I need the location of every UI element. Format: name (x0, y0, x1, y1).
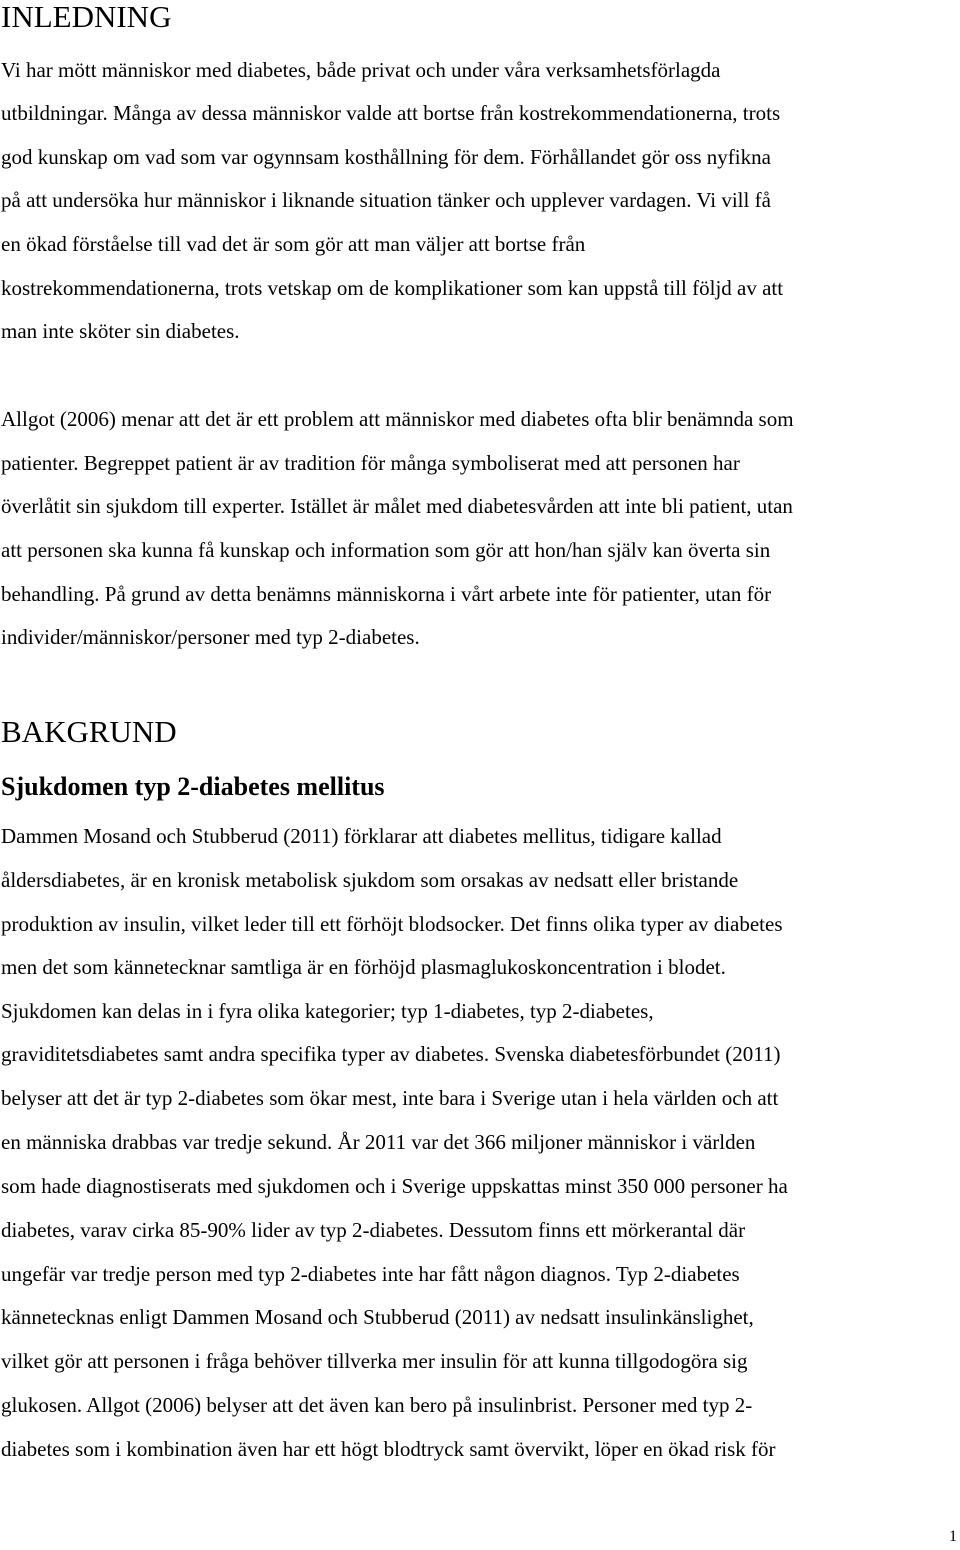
text-line: behandling. På grund av detta benämns människorna i vårt arbete inte för patienter, utan för (1, 582, 772, 606)
text-line: en människa drabbas var tredje sekund. År 2011 var det 366 miljoner människor i världen (1, 1130, 756, 1154)
heading-bakgrund: BAKGRUND (1, 714, 177, 749)
text-line: god kunskap om vad som var ogynnsam kosthållning för dem. Förhållandet gör oss nyfikna (1, 145, 771, 169)
text-line: som hade diagnostiserats med sjukdomen och i Sverige uppskattas minst 350 000 personer ha (1, 1174, 788, 1198)
text-line: glukosen. Allgot (2006) belyser att det även kan bero på insulinbrist. Personer med typ 2- (1, 1393, 753, 1417)
text-line: individer/människor/personer med typ 2-diabetes. (1, 625, 420, 649)
text-line: kännetecknas enligt Dammen Mosand och Stubberud (2011) av nedsatt insulinkänslighet, (1, 1305, 754, 1329)
text-line: diabetes som i kombination även har ett högt blodtryck samt övervikt, löper en ökad risk för (1, 1437, 776, 1461)
text-line: Vi har mött människor med diabetes, både privat och under våra verksamhetsförlagda (1, 58, 721, 82)
text-line: Sjukdomen kan delas in i fyra olika kategorier; typ 1-diabetes, typ 2-diabetes, (1, 999, 654, 1023)
heading-inledning: INLEDNING (1, 0, 172, 34)
text-line: kostrekommendationerna, trots vetskap om de komplikationer som kan uppstå till följd av att (1, 276, 784, 300)
text-line: Dammen Mosand och Stubberud (2011) förklarar att diabetes mellitus, tidigare kallad (1, 824, 722, 848)
text-line: på att undersöka hur människor i liknande situation tänker och upplever vardagen. Vi vill få (1, 188, 771, 212)
text-line: vilket gör att personen i fråga behöver tillverka mer insulin för att kunna tillgodogöra sig (1, 1349, 748, 1373)
text-line: att personen ska kunna få kunskap och information som gör att hon/han själv kan överta sin (1, 538, 771, 562)
text-line: graviditetsdiabetes samt andra specifika typer av diabetes. Svenska diabetesförbundet (2011) (1, 1042, 781, 1066)
text-line: diabetes, varav cirka 85-90% lider av typ 2-diabetes. Dessutom finns ett mörkerantal där (1, 1218, 746, 1242)
text-line: Allgot (2006) menar att det är ett problem att människor med diabetes ofta blir benämnda som (1, 407, 794, 431)
text-line: utbildningar. Många av dessa människor valde att bortse från kostrekommendationerna, trots (1, 101, 781, 125)
text-line: åldersdiabetes, är en kronisk metabolisk sjukdom som orsakas av nedsatt eller bristande (1, 868, 739, 892)
text-line: man inte sköter sin diabetes. (1, 319, 240, 343)
text-line: ungefär var tredje person med typ 2-diabetes inte har fått någon diagnos. Typ 2-diabetes (1, 1262, 740, 1286)
section-heading: Sjukdomen typ 2-diabetes mellitus (1, 772, 385, 801)
text-line: men det som kännetecknar samtliga är en förhöjd plasmaglukoskoncentration i blodet. (1, 955, 726, 979)
text-line: produktion av insulin, vilket leder till ett förhöjt blodsocker. Det finns olika typer av diabetes (1, 912, 783, 936)
text-line: patienter. Begreppet patient är av tradition för många symboliserat med att personen har (1, 451, 740, 475)
page-number: 1 (949, 1528, 957, 1545)
text-line: överlåtit sin sjukdom till experter. Istället är målet med diabetesvården att inte bli patient, utan (1, 494, 793, 518)
text-line: belyser att det är typ 2-diabetes som ökar mest, inte bara i Sverige utan i hela världen och att (1, 1086, 779, 1110)
text-line: en ökad förståelse till vad det är som gör att man väljer att bortse från (1, 232, 586, 256)
